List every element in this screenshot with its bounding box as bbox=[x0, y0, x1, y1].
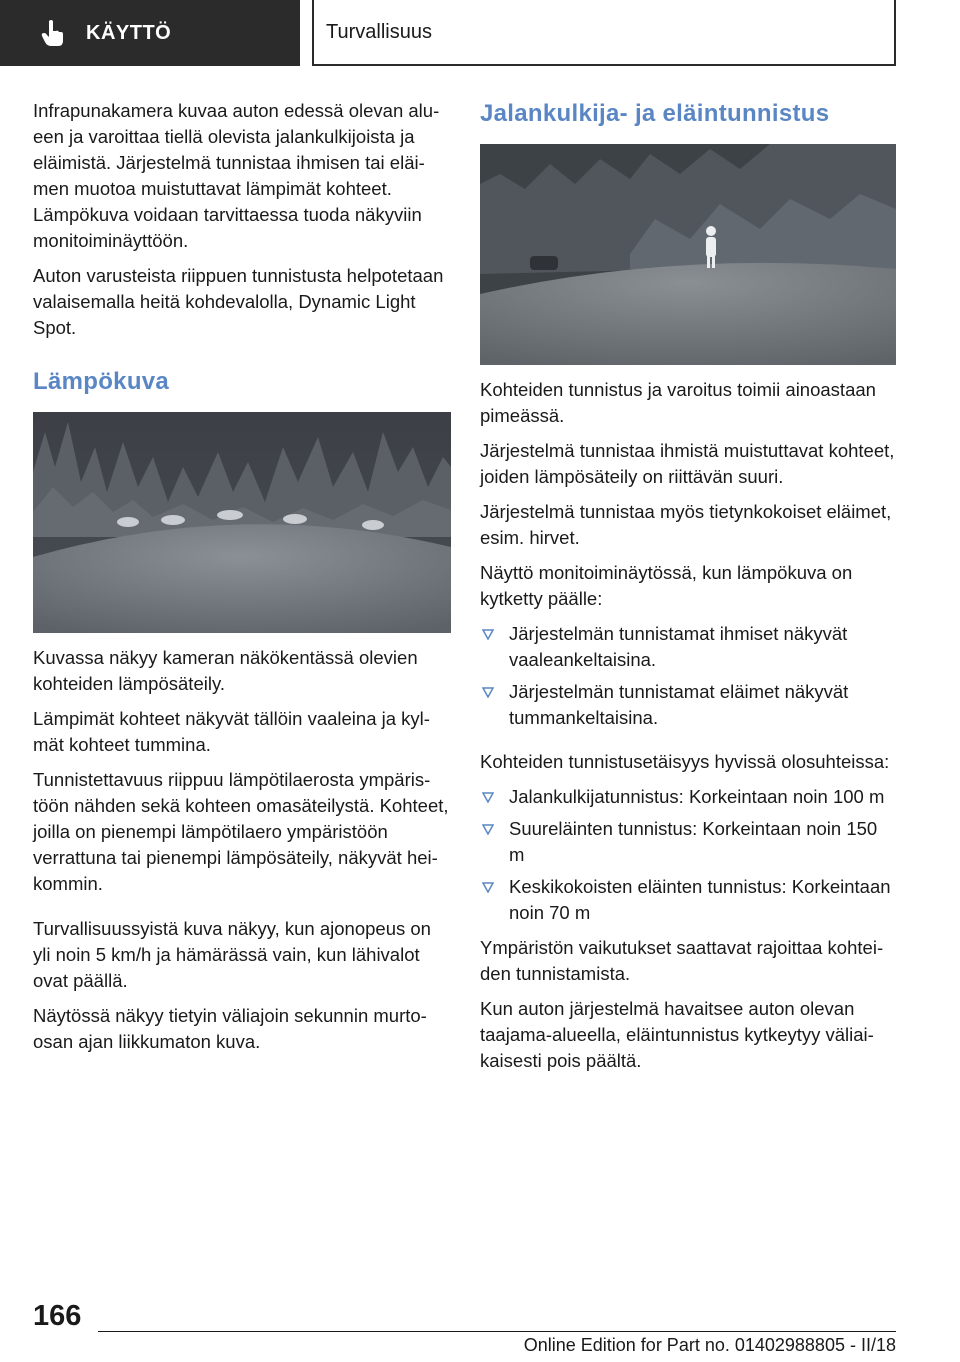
list-item-text: Suureläinten tunnistus: Korkeintaan noin 150 m bbox=[509, 818, 878, 865]
page-number: 166 bbox=[33, 1300, 82, 1332]
edition-note: Online Edition for Part no. 01402988805 - II/18 bbox=[523, 1335, 896, 1355]
paragraph: Turvallisuussyistä kuva näkyy, kun ajonopeus on yli noin 5 km/h ja hämärässä vain, kun lähivalot ovat päällä. bbox=[33, 918, 431, 991]
triangle-bullet-icon bbox=[482, 882, 494, 893]
list-item bbox=[480, 621, 896, 673]
paragraph: Järjestelmä tunnistaa ihmistä muistuttavat kohteet, joiden lämpösäteily on riittävän suuri. bbox=[480, 440, 895, 487]
paragraph: Ympäristön vaikutukset saattavat rajoittaa kohteiden tunnistamista. bbox=[480, 937, 884, 984]
paragraph: Lämpimät kohteet näkyvät tällöin vaaleina ja kylmät kohteet tummina. bbox=[33, 708, 430, 755]
pedestrian-detection-figure bbox=[480, 144, 896, 365]
right-column bbox=[480, 100, 896, 1083]
triangle-bullet-icon bbox=[482, 792, 494, 803]
list-item bbox=[480, 816, 896, 868]
footer-divider bbox=[98, 1331, 896, 1332]
paragraph: Järjestelmä tunnistaa myös tietynkokoiset eläimet, esim. hirvet. bbox=[480, 501, 892, 548]
paragraph: Auton varusteista riippuen tunnistusta helpotetaan valaisemalla heitä kohdevalolla, Dynamic Light Spot. bbox=[33, 265, 444, 338]
hand-pointer-icon bbox=[40, 19, 66, 47]
section-tab bbox=[312, 0, 896, 66]
page-header bbox=[0, 0, 960, 66]
section-heading: Lämpökuva bbox=[33, 368, 170, 395]
triangle-bullet-icon bbox=[482, 629, 494, 640]
paragraph: Kohteiden tunnistus ja varoitus toimii ainoastaan pimeässä. bbox=[480, 379, 876, 426]
chapter-title: KÄYTTÖ bbox=[86, 21, 172, 44]
paragraph: Kun auton järjestelmä havaitsee auton olevan taajama-alueella, eläintunnistus kytkeytyy väliaikaisesti pois päältä. bbox=[480, 998, 874, 1071]
paragraph: Näytössä näkyy tietyin väliajoin sekunnin murtoosan ajan liikkumaton kuva. bbox=[33, 1005, 427, 1052]
paragraph: Infrapunakamera kuvaa auton edessä olevan alueen ja varoittaa tiellä olevista jalankulkijoista ja eläimistä. Järjestelmä tunnistaa ihmisen tai eläimen muotoa muistuttavat lämpimät kohteet. Lämpökuva voidaan tarvittaessa tuoda näkyviin monitoiminäyttöön. bbox=[33, 100, 440, 251]
list-item-text: Järjestelmän tunnistamat eläimet näkyvät tummankeltaisina. bbox=[509, 681, 849, 728]
bullet-list bbox=[480, 784, 896, 926]
thermal-image-figure bbox=[33, 412, 451, 633]
paragraph: Kuvassa näkyy kameran näkökentässä olevien kohteiden lämpösäteily. bbox=[33, 647, 418, 694]
chapter-tab bbox=[0, 0, 300, 66]
triangle-bullet-icon bbox=[482, 687, 494, 698]
list-item-text: Järjestelmän tunnistamat ihmiset näkyvät vaaleankeltaisina. bbox=[509, 623, 848, 670]
bullet-list bbox=[480, 621, 896, 731]
paragraph: Kohteiden tunnistusetäisyys hyvissä olosuhteissa: bbox=[480, 751, 890, 772]
section-heading: Jalankulkija- ja eläintunnistus bbox=[480, 100, 830, 127]
list-item-text: Keskikokoisten eläinten tunnistus: Korkeintaan noin 70 m bbox=[509, 876, 891, 923]
list-item bbox=[480, 784, 896, 810]
left-column bbox=[33, 98, 451, 1064]
paragraph: Tunnistettavuus riippuu lämpötilaerosta ympäristöön nähden sekä kohteen omasäteilystä. Kohteet, joilla on pienempi lämpötilaero ympäristöön verrattuna tai pienempi lämpösäteily, näkyvät heikommin. bbox=[33, 769, 449, 894]
triangle-bullet-icon bbox=[482, 824, 494, 835]
list-item bbox=[480, 679, 896, 731]
list-item bbox=[480, 874, 896, 926]
list-item-text: Jalankulkijatunnistus: Korkeintaan noin 100 m bbox=[509, 786, 885, 807]
section-title: Turvallisuus bbox=[326, 20, 432, 43]
paragraph: Näyttö monitoiminäytössä, kun lämpökuva on kytketty päälle: bbox=[480, 562, 853, 609]
